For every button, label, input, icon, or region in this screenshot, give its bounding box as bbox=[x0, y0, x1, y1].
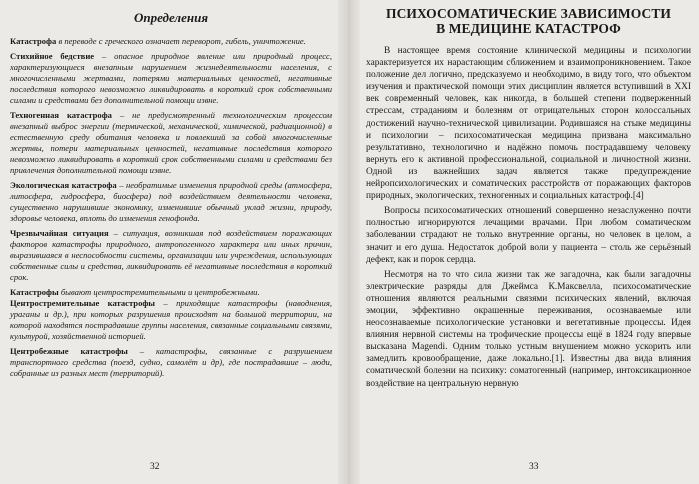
term-name: Стихийное бедствие bbox=[10, 51, 95, 61]
book-gutter bbox=[338, 0, 360, 484]
paragraph-2: Вопросы психосоматических отношений совершенно незаслуженно почти полностью игнорируются лечащими врачами. При любом соматическом заболевании страдают не только внутренние органы, но человек в целом, а значит и его душа. Недостаток доброй воли у пациента – столь же серьёзный дефект, как и порок сердца. bbox=[366, 206, 691, 265]
term-name: Центростремительные катастрофы bbox=[10, 298, 156, 308]
page-number-right: 33 bbox=[529, 462, 539, 472]
term-name: Катастрофа bbox=[10, 36, 57, 46]
term-definition: бывают центростремительными и центробежными. bbox=[60, 287, 260, 297]
term-definition: – катастрофы, связанные с разрушением транспортного средства (поезд, судно, самолёт и др), где пострадавшие – люди, собранные из разных мест (территорий). bbox=[10, 346, 332, 378]
page-number-left: 32 bbox=[150, 462, 160, 472]
chapter-title bbox=[366, 6, 691, 36]
term-definition: – приходящие катастрофы (наводнения, ураганы и др.), при которых разрушения происходят на большой территории, на которой находятся пострадавшие группы населения, связанные социальными связями, культурой, хозяйственной историей. bbox=[10, 298, 332, 341]
term-name: Чрезвычайная ситуация bbox=[10, 228, 109, 238]
term-emergency-situation bbox=[10, 228, 332, 283]
chapter-title-line-1: ПСИХОСОМАТИЧЕСКИЕ ЗАВИСИМОСТИ bbox=[385, 6, 672, 21]
term-ecological-catastrophe bbox=[10, 180, 332, 224]
term-definition: – опасное природное явление или природный процесс, характеризующиеся внезапным нарушением жизнедеятельности населения, с многочисленными жертвами, потерями материальных ценностей, негативные последствия которого невозможно ликвидировать в короткий срок собственными силами и средствами без дополнительной помощи извне. bbox=[10, 51, 332, 105]
term-natural-disaster bbox=[10, 51, 332, 106]
term-name: Экологическая катастрофа bbox=[10, 180, 117, 190]
paragraph-3: Несмотря на то что сила жизни так же загадочна, как были загадочны электрические разряды для Джеймса К.Максвелла, психосоматические отношения являются реальными связями психических явлений, включая эмоции, эффективно окрашенные переживания, осознаваемые или неосознаваемые психологические установки и вегетативные процессы. Идея влияния нервной системы на трофические процессы ещё в 1824 году впервые высказана Magendi. Одним только устным внушением можно ускорить или замедлить кровообращение, даже локально.[1]. Известны два вида влияния соматической болезни на психику: соматогенный (например, интоксикационное воздействие на центральную нервную bbox=[366, 269, 691, 389]
term-catastrophe bbox=[10, 36, 332, 47]
term-definition: в переводе с греческого означает переворот, гибель, уничтожение. bbox=[58, 36, 306, 46]
term-centripetal-catastrophes bbox=[10, 298, 332, 342]
term-definition: – ситуация, возникшая под воздействием поражающих факторов катастрофы природного, антропогенного характера или иных причин, выразившаяся в неспособности системы, организации или учреждения, использующих собственные силы и средства, ликвидировать её негативные последствия в короткий срок. bbox=[10, 228, 332, 282]
term-name: Техногенная катастрофа bbox=[10, 110, 112, 120]
paragraph-1: В настоящее время состояние клинической медицины и психологии характеризуется их нарастающим сближением и взаимопроникновением. Такое положение дел логично, предсказуемо и необходимо, в виду того, что объектом изучения и практической помощи этих дисциплин является вступивший в XXI век современный человек, как никогда, в большей степени подверженный стрессам, страданиям и болезням от отрицательных сторон колоссальных достижений научно-технической цивилизации. Родившаяся на стыке медицины и психологии – психосоматическая медицина призвана максимально результативно, технологично и надёжно помочь пострадавшему человеку вернуть его к активной профессиональной, социальной и личностной жизни. Одной из важнейших задач является также предупреждение нейропсихологических и соматических расстройств от поражающих факторов природных, экологических, техногенных и социальных катастроф.[4] bbox=[366, 46, 691, 202]
term-technogenic-catastrophe bbox=[10, 110, 332, 176]
term-catastrophe-types bbox=[10, 287, 332, 298]
chapter-title-line-2: В МЕДИЦИНЕ КАТАСТРОФ bbox=[436, 21, 621, 36]
page-title-definitions: Определения bbox=[133, 10, 209, 25]
term-centrifugal-catastrophes bbox=[10, 346, 332, 379]
left-page bbox=[0, 0, 338, 484]
term-definition: – необратимые изменения природной среды (атмосфера, литосфера, гидросфера, биосфера) под воздействием деятельности человека, существенно нарушившие экономику, изменившие обычный уклад жизни, природу, здоровье человека, вплоть до изменения генофонда. bbox=[10, 180, 332, 223]
term-definition: – не предусмотренный технологическим процессом внезапный выброс энергии (термической, механической, химической, радиационной) в естественную среду обитания человека и повлекший за собой многочисленные жертвы, потери материальных ценностей, негативные последствия которого невозможно ликвидировать в короткий срок собственными силами и средствами без привлечения дополнительной помощи извне. bbox=[10, 110, 332, 175]
term-name: Центробежные катастрофы bbox=[10, 346, 128, 356]
right-page bbox=[360, 0, 699, 484]
term-name: Катастрофы bbox=[10, 287, 59, 297]
